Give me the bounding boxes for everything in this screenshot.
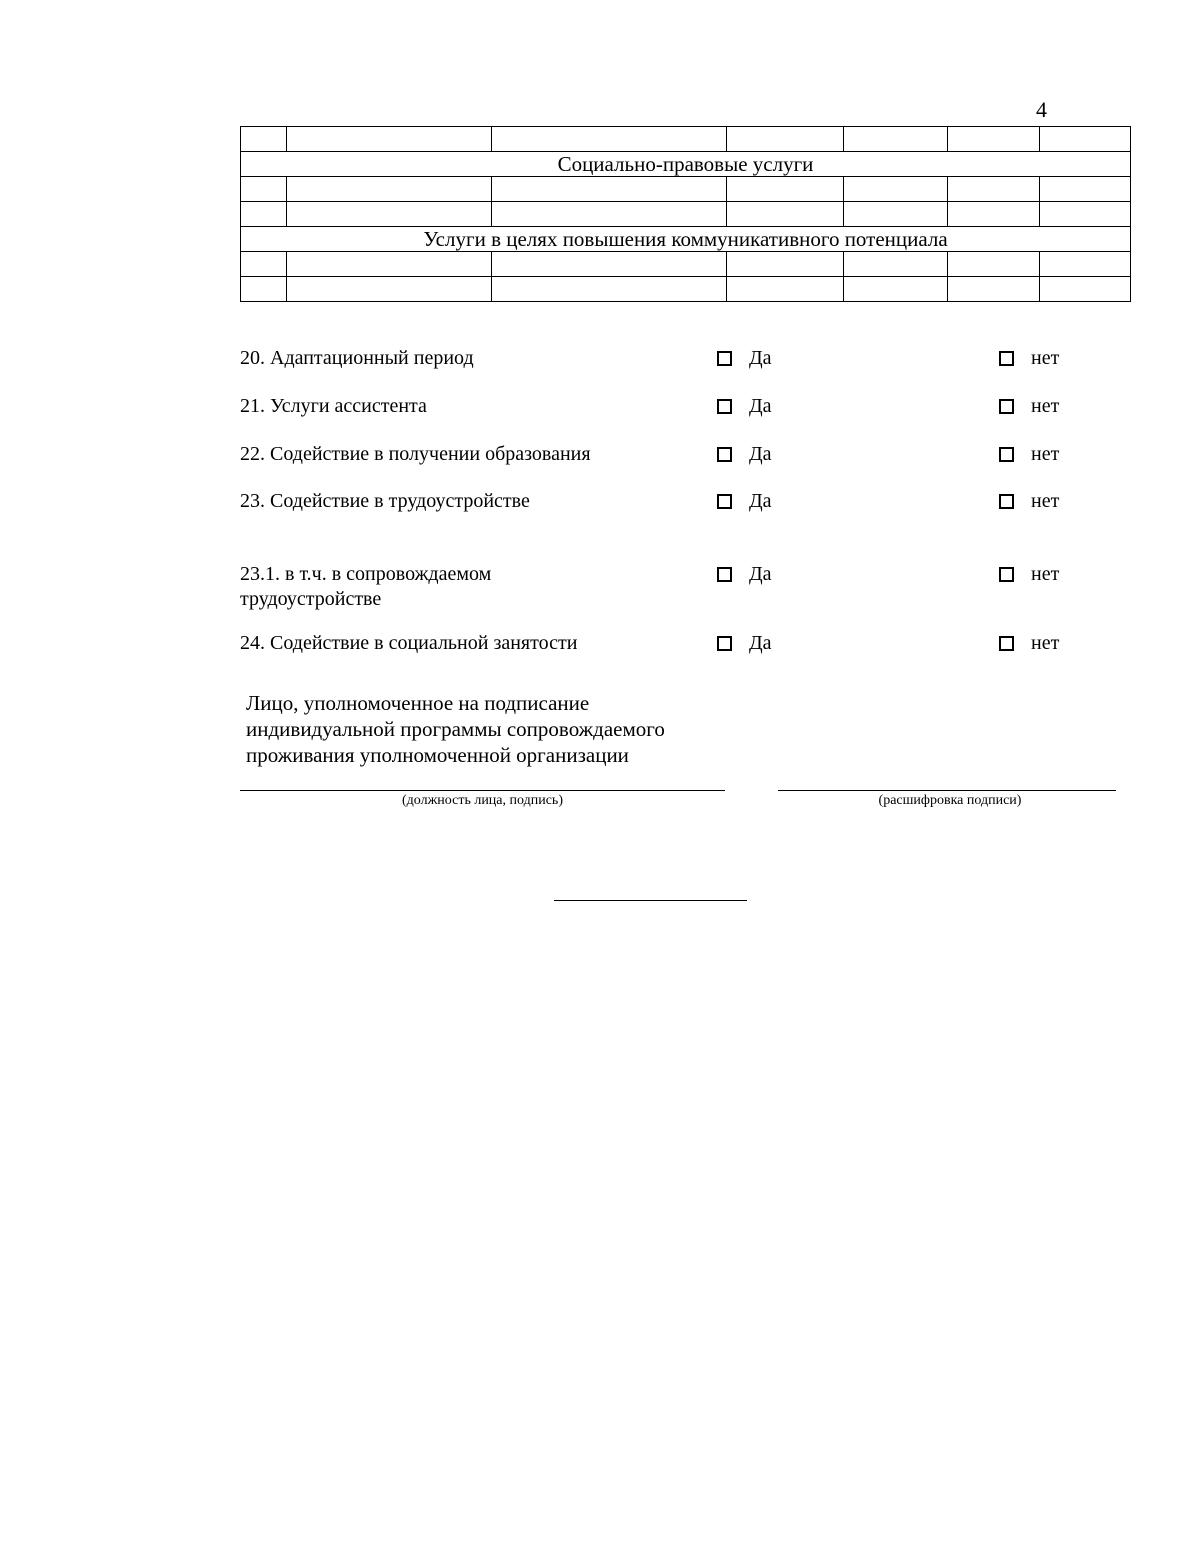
table-cell[interactable]	[948, 277, 1040, 302]
option-no[interactable]	[999, 394, 1059, 419]
table-cell[interactable]	[727, 177, 844, 202]
checkbox-yes[interactable]	[717, 636, 732, 651]
table-cell[interactable]	[727, 277, 844, 302]
table-cell[interactable]	[1040, 252, 1131, 277]
signature-line-position[interactable]	[240, 790, 725, 791]
checkbox-no[interactable]	[999, 351, 1014, 366]
option-no-label: нет	[1031, 632, 1060, 654]
option-no[interactable]	[999, 562, 1059, 587]
table-row	[241, 127, 1131, 152]
question-social-employment	[240, 631, 1200, 659]
table-cell[interactable]	[727, 202, 844, 227]
question-label-line2: трудоустройстве	[240, 588, 382, 610]
table-cell[interactable]	[948, 252, 1040, 277]
table-cell[interactable]	[1040, 202, 1131, 227]
option-yes-label: Да	[749, 347, 772, 369]
table-cell[interactable]	[727, 252, 844, 277]
checkbox-no[interactable]	[999, 636, 1014, 651]
question-employment-assistance	[240, 489, 1200, 517]
checkbox-yes[interactable]	[717, 399, 732, 414]
option-no-label: нет	[1031, 490, 1060, 512]
option-no-label: нет	[1031, 443, 1060, 465]
section-title-communication: Услуги в целях повышения коммуникативного потенциала	[241, 227, 1131, 252]
table-cell[interactable]	[287, 277, 492, 302]
table-cell[interactable]	[241, 127, 287, 152]
option-no[interactable]	[999, 489, 1059, 514]
signature-line-name[interactable]	[778, 790, 1116, 791]
question-label: 22. Содействие в получении образования	[240, 443, 591, 465]
option-yes-label: Да	[749, 395, 772, 417]
table-cell[interactable]	[287, 127, 492, 152]
option-no[interactable]	[999, 346, 1059, 371]
question-supported-employment	[240, 562, 1200, 614]
option-no-label: нет	[1031, 395, 1060, 417]
signature-caption-name: (расшифровка подписи)	[878, 793, 1022, 808]
table-cell[interactable]	[844, 127, 948, 152]
checkbox-no[interactable]	[999, 567, 1014, 582]
option-yes[interactable]	[717, 346, 772, 371]
table-cell[interactable]	[948, 202, 1040, 227]
checkbox-yes[interactable]	[717, 494, 732, 509]
table-cell[interactable]	[492, 127, 727, 152]
table-cell[interactable]	[727, 127, 844, 152]
option-no-label: нет	[1031, 347, 1060, 369]
option-yes[interactable]	[717, 562, 772, 587]
option-yes-label: Да	[749, 632, 772, 654]
checkbox-yes[interactable]	[717, 447, 732, 462]
question-label: 23. Содействие в трудоустройстве	[240, 490, 530, 512]
table-cell[interactable]	[1040, 177, 1131, 202]
table-cell[interactable]	[844, 177, 948, 202]
question-education-assistance	[240, 442, 1200, 470]
table-cell[interactable]	[492, 202, 727, 227]
checkbox-yes[interactable]	[717, 351, 732, 366]
option-yes[interactable]	[717, 489, 772, 514]
checkbox-no[interactable]	[999, 494, 1014, 509]
table-cell[interactable]	[241, 202, 287, 227]
question-assistant-services	[240, 394, 1200, 422]
table-cell[interactable]	[241, 252, 287, 277]
question-label	[240, 562, 700, 612]
option-no[interactable]	[999, 442, 1059, 467]
checkbox-yes[interactable]	[717, 567, 732, 582]
question-label: 20. Адаптационный период	[240, 347, 474, 369]
table-cell[interactable]	[287, 252, 492, 277]
table-cell[interactable]	[241, 277, 287, 302]
table-row	[241, 252, 1131, 277]
option-yes-label: Да	[749, 490, 772, 512]
checkbox-no[interactable]	[999, 399, 1014, 414]
table-cell[interactable]	[844, 252, 948, 277]
table-cell[interactable]	[241, 177, 287, 202]
authorized-line-2: индивидуальной программы сопровождаемого	[246, 717, 665, 741]
option-yes[interactable]	[717, 442, 772, 467]
authorized-person-block	[246, 690, 726, 768]
checkbox-no[interactable]	[999, 447, 1014, 462]
table-row	[241, 202, 1131, 227]
table-cell[interactable]	[492, 177, 727, 202]
option-yes[interactable]	[717, 631, 772, 656]
option-yes-label: Да	[749, 563, 772, 585]
table-cell[interactable]	[844, 277, 948, 302]
question-label: 24. Содействие в социальной занятости	[240, 632, 578, 654]
option-yes[interactable]	[717, 394, 772, 419]
end-rule	[554, 900, 747, 901]
question-adaptation-period	[240, 346, 1200, 374]
table-cell[interactable]	[1040, 277, 1131, 302]
table-cell[interactable]	[287, 202, 492, 227]
authorized-line-3: проживания уполномоченной организации	[246, 743, 629, 767]
option-no-label: нет	[1031, 563, 1060, 585]
table-section-row	[241, 152, 1131, 177]
table-cell[interactable]	[844, 202, 948, 227]
table-cell[interactable]	[492, 277, 727, 302]
question-label: 21. Услуги ассистента	[240, 395, 427, 417]
option-yes-label: Да	[749, 443, 772, 465]
table-cell[interactable]	[948, 127, 1040, 152]
services-table	[240, 126, 1131, 302]
table-row	[241, 177, 1131, 202]
table-cell[interactable]	[948, 177, 1040, 202]
signature-caption-position: (должность лица, подпись)	[402, 793, 563, 808]
table-cell[interactable]	[492, 252, 727, 277]
table-section-row	[241, 227, 1131, 252]
authorized-line-1: Лицо, уполномоченное на подписание	[246, 691, 590, 715]
question-label-line1: 23.1. в т.ч. в сопровождаемом	[240, 563, 492, 585]
table-cell[interactable]	[287, 177, 492, 202]
page-number: 4	[1036, 97, 1047, 122]
table-row	[241, 277, 1131, 302]
table-cell[interactable]	[1040, 127, 1131, 152]
option-no[interactable]	[999, 631, 1059, 656]
section-title-social-legal: Социально-правовые услуги	[241, 152, 1131, 177]
